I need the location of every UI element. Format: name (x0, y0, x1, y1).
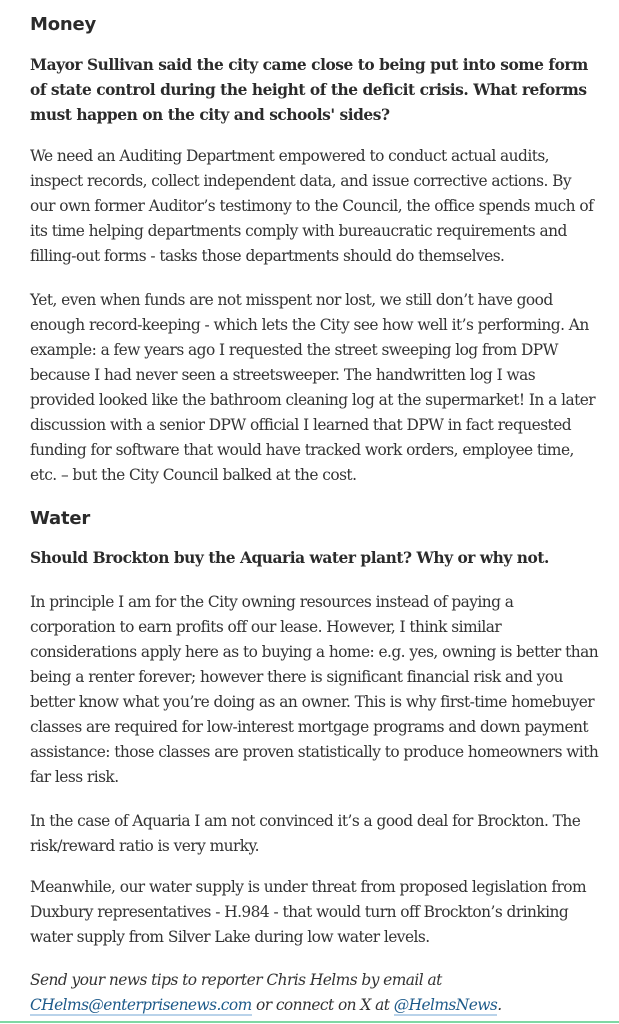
question-money: Mayor Sullivan said the city came close to being put into some form of state control during the height of the deficit crisis. What reforms must happen on the city and schools' sides? (30, 56, 588, 124)
tagline-middle: or connect on X at (251, 996, 394, 1014)
tagline-suffix: . (497, 996, 502, 1014)
tagline-prefix: Send your news tips to reporter Chris Helms by email at (30, 971, 442, 989)
paragraph-aquaria: In the case of Aquaria I am not convinced it’s a good deal for Brockton. The risk/reward ratio is very murky. (30, 812, 581, 855)
email-link[interactable]: CHelms@enterprisenews.com (30, 996, 252, 1014)
paragraph-water-supply: Meanwhile, our water supply is under threat from proposed legislation from Duxbury representatives - H.984 - that would turn off Brockton’s drinking water supply from Silver Lake during low water levels. (30, 878, 587, 946)
x-handle-link[interactable]: @HelmsNews (393, 996, 498, 1014)
question-water: Should Brockton buy the Aquaria water plant? Why or why not. (30, 549, 549, 567)
section-heading-money: Money (30, 14, 97, 35)
paragraph-principle: In principle I am for the City owning resources instead of paying a corporation to earn profits off our lease. However, I think similar considerations apply here as to buying a home: e.g. yes, owning is better than being a renter forever; however there is significant financial risk and you better know what you’re doing as an owner. This is why first-time homebuyer classes are required for low-interest mortgage programs and down payment assistance: those classes are proven statistically to produce homeowners with far less risk. (30, 593, 599, 786)
news-tips-tagline (30, 968, 600, 1018)
paragraph-auditing: We need an Auditing Department empowered to conduct actual audits, inspect records, collect independent data, and issue corrective actions. By our own former Auditor’s testimony to the Council, the office spends much of its time helping departments comply with bureaucratic requirements and filling-out forms - tasks those departments should do themselves. (30, 147, 594, 265)
bottom-divider (0, 1021, 619, 1023)
paragraph-record-keeping: Yet, even when funds are not misspent nor lost, we still don’t have good enough record-keeping - which lets the City see how well it’s performing. An example: a few years ago I requested the street sweeping log from DPW because I had never seen a streetsweeper. The handwritten log I was provided looked like the bathroom cleaning log at the supermarket! In a later discussion with a senior DPW official I learned that DPW in fact requested funding for software that would have tracked work orders, employee time, etc. – but the City Council balked at the cost. (30, 291, 596, 484)
section-heading-water: Water (30, 508, 91, 529)
